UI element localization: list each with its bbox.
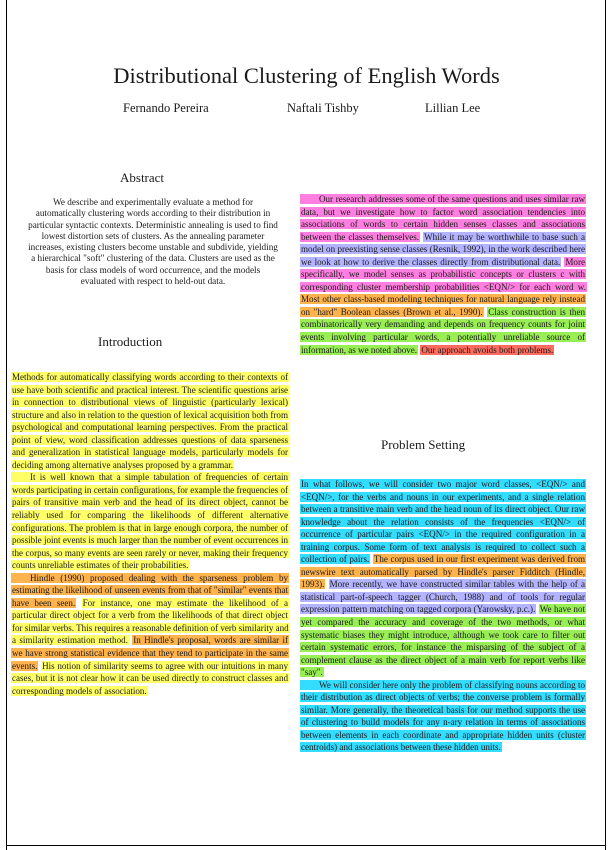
intro-notion-sentence: His notion of similarity seems to agree with our intuitions in many cases, but it is not clear how it can be used directly to construct classes and corresponding models of association. (12, 660, 288, 696)
hard-classes-sentence: Most other class-based modeling techniques for natural language rely instead on "hard" Boolean classes (Brown et al., 1990). (301, 294, 585, 317)
right-column-body (300, 193, 586, 356)
senses-sentence: More specifically, we model senses as probabilistic concepts or clusters c with corresponding cluster membership probabilities <EQN/> for each word w. (301, 256, 586, 292)
page-border-bottom (6, 845, 606, 846)
problem-setting-heading: Problem Setting (381, 437, 466, 452)
abstract-heading: Abstract (120, 170, 165, 185)
intro-instance-sentence: For instance, one may estimate the likelihood of a particular direct object for a verb from the likelihoods of that direct object for similar verbs. This requires a reasonable definition of verb similarity and a similarity estimation method. (12, 597, 289, 646)
problem-setting-paragraph-1: In what follows, we will consider two major word classes, <EQN/> and <EQN/>, for the verbs and nouns in our experiments, and a single relation between a transitive main verb and the head noun of its direct object. Our raw knowledge about the relation consists of the frequencies <EQN/> of occurrence of particular pairs <EQN/> in the required configuration in a training corpus. Some form of text analysis is required to collect such a collection of pairs. (301, 479, 585, 565)
problem-setting-paragraph-2: We will consider here only the problem of classifying nouns according to their distribution as direct objects of verbs; the converse problem is formally similar. More generally, the theoretical basis for our method supports the use of clustering to build models for any n-ary relation in terms of associations between elements in each coordinate and appropriate hidden units (cluster centroids) and associations between these hidden units. (301, 679, 585, 753)
introduction-body (11, 371, 289, 697)
intro-proposal-sentence: In Hindle's proposal, words are similar if we have strong statistical evidence that they tend to participate in the same events. (12, 635, 289, 671)
introduction-heading: Introduction (98, 334, 163, 349)
class-construction-sentence: Class construction is then combinatorically very demanding and depends on frequency counts for joint events involving particular words, a potentially unreliable source of information, as we noted above. (301, 306, 585, 355)
problem-setting-body (300, 478, 586, 754)
corpus-sentence: The corpus used in our first experiment was derived from newswire text automatically parsed by Hindle's parser Fidditch (Hindle, 1993). (301, 554, 586, 590)
paper-title: Distributional Clustering of English Words (113, 63, 500, 88)
author-pereira: Fernando Pereira (123, 101, 209, 115)
intro-hindle-sentence: Hindle (1990) proposed dealing with the sparseness problem by estimating the likelihood of unseen events from that of "similar" events that have been seen. (12, 572, 288, 608)
research-sentence: Our research addresses some of the same questions and uses similar raw data, but we investigate how to factor word association tendencies into associations of words to certain hidden senses classes and associations between the classes themselves. (301, 194, 585, 242)
intro-paragraph-2: It is well known that a simple tabulation of frequencies of certain words participating in certain configurations, for example the frequencies of pairs of transitive main verb and the head of its direct object, cannot be reliably used for comparing the likelihoods of different alternative configurations. The problem is that in large enough corpora, the number of possible joint events is much larger than the number of event occurrences in the corpus, so many events are seen rarely or never, making their frequency counts unreliable estimates of their probabilities. (12, 472, 288, 571)
comparison-sentence: We have not yet compared the accuracy and coverage of the two methods, or what systematic biases they might introduce, although we took care to filter out certain systematic errors, for instance the misparsing of the subject of a complement clause as the direct object of a main verb for report verbs like "say". (301, 604, 585, 678)
approach-sentence: Our approach avoids both problems. (421, 344, 554, 355)
recent-tables-sentence: More recently, we have constructed similar tables with the help of a statistical part-of-speech tagger (Church, 1988) and of tools for regular expression pattern matching on tagged corpora (Yarowsky, p.c.). (301, 579, 585, 615)
abstract-text: We describe and experimentally evaluate a method for automatically clustering words according to their distribution in particular syntactic contexts. Deterministic annealing is used to find lowest distortion sets of clusters. As the annealing parameter increases, existing clusters become unstable and subdivide, yielding a hierarchical "soft" clustering of the data. Clusters are used as the basis for class models of word occurrence, and the models evaluated with respect to held-out data. (28, 197, 278, 287)
author-lee: Lillian Lee (425, 101, 481, 115)
page-border-right (605, 0, 606, 850)
intro-paragraph-1: Methods for automatically classifying words according to their contexts of use have both scientific and practical interest. The scientific questions arise in connection to distributional views of linguistic (particularly lexical) structure and also in relation to the question of lexical acquisition both from psychological and computational learning perspectives. From the practical point of view, word classification addresses questions of data sparseness and generalization in statistical language models, particularly models for deciding among alternative analyses proposed by a grammar. (12, 372, 288, 470)
author-tishby: Naftali Tishby (287, 101, 359, 115)
page-border-left (6, 0, 7, 850)
resnik-sentence: While it may be worthwhile to base such a model on preexisting sense classes (Resnik, 1992), in the work described here we look at how to derive the classes directly from distributional data. (301, 231, 586, 267)
